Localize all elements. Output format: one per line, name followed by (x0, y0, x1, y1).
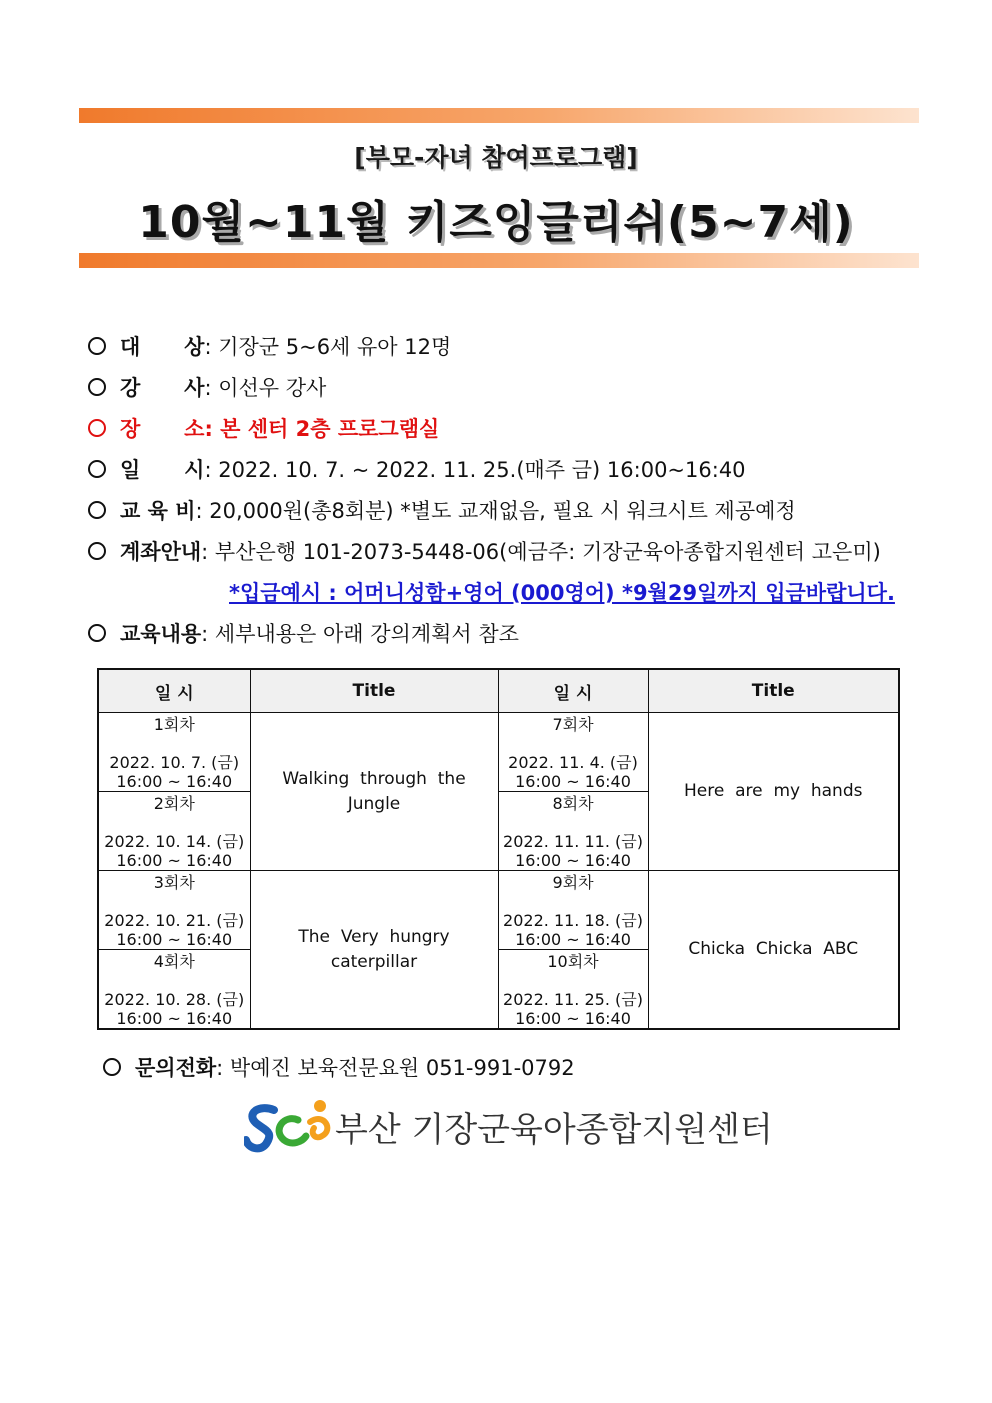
session-date: 2022. 10. 14. (금) (104, 832, 245, 851)
session-number: 9회차 (552, 873, 594, 892)
table-row (98, 713, 899, 792)
title-line: The Very hungry (298, 926, 450, 947)
title-line: Chicka Chicka ABC (688, 939, 859, 959)
session-time: 16:00 ~ 16:40 (116, 930, 233, 949)
header-bar-bottom (79, 253, 919, 268)
session-cell (98, 871, 250, 950)
info-value: : 세부내용은 아래 강의계획서 참조 (201, 622, 519, 646)
info-label: 대 상 (120, 335, 205, 359)
schedule-table (97, 668, 900, 1030)
session-time: 16:00 ~ 16:40 (515, 930, 631, 949)
contact-line (103, 1052, 575, 1082)
session-date: 2022. 10. 21. (금) (104, 911, 245, 930)
info-location (88, 413, 439, 443)
contact-label: 문의전화 (135, 1056, 217, 1080)
header-bar-top (79, 108, 919, 123)
session-time: 16:00 ~ 16:40 (116, 1009, 233, 1028)
session-time: 16:00 ~ 16:40 (515, 851, 631, 870)
deposit-notice: *입금예시 : 어머니성함+영어 (000영어) *9월29일까지 입금바랍니다. (229, 581, 895, 605)
title-cell (250, 871, 498, 1030)
session-number: 2회차 (153, 794, 195, 813)
session-number: 1회차 (153, 715, 195, 734)
column-header: 일 시 (98, 669, 250, 713)
circle-bullet-icon (88, 337, 106, 355)
session-cell (98, 792, 250, 871)
session-number: 10회차 (547, 952, 599, 971)
session-cell (98, 950, 250, 1030)
info-label: 교 육 비 (120, 499, 196, 523)
contact-value: : 박예진 보육전문요원 051-991-0792 (216, 1056, 575, 1080)
circle-bullet-icon (88, 419, 106, 437)
column-header: Title (648, 669, 899, 713)
info-instructor (88, 372, 326, 402)
session-number: 3회차 (153, 873, 195, 892)
circle-bullet-icon (88, 542, 106, 560)
column-header: 일 시 (498, 669, 648, 713)
title-line: Jungle (347, 793, 401, 814)
column-header: Title (250, 669, 498, 713)
circle-bullet-icon (103, 1058, 121, 1076)
circle-bullet-icon (88, 460, 106, 478)
session-number: 7회차 (552, 715, 594, 734)
info-value: : 본 센터 2층 프로그램실 (204, 417, 440, 441)
session-cell (498, 713, 648, 792)
info-label: 계좌안내 (120, 540, 202, 564)
title-line: Here are my hands (684, 781, 863, 801)
title-line: Walking through the (282, 768, 466, 789)
info-label: 일 시 (120, 458, 205, 482)
session-cell (98, 713, 250, 792)
session-time: 16:00 ~ 16:40 (116, 851, 233, 870)
circle-bullet-icon (88, 501, 106, 519)
info-fee (88, 495, 796, 525)
program-subtitle: [부모-자녀 참여프로그램] (354, 143, 638, 172)
session-date: 2022. 11. 25. (금) (503, 990, 643, 1009)
title-cell (648, 871, 899, 1030)
info-value: : 이선우 강사 (204, 376, 327, 400)
info-label: 장 소 (120, 417, 205, 441)
session-time: 16:00 ~ 16:40 (116, 772, 233, 791)
title-cell (250, 713, 498, 871)
session-date: 2022. 10. 28. (금) (104, 990, 245, 1009)
circle-bullet-icon (88, 624, 106, 642)
info-content (88, 618, 519, 648)
info-label: 교육내용 (120, 622, 202, 646)
session-number: 8회차 (552, 794, 594, 813)
session-cell (498, 792, 648, 871)
session-date: 2022. 10. 7. (금) (109, 753, 240, 772)
session-time: 16:00 ~ 16:40 (515, 772, 631, 791)
session-date: 2022. 11. 11. (금) (503, 832, 643, 851)
program-title: 10월~11월 키즈잉글리쉬(5~7세) (138, 197, 854, 248)
session-time: 16:00 ~ 16:40 (515, 1009, 631, 1028)
info-value: : 기장군 5~6세 유아 12명 (204, 335, 452, 359)
info-value: : 20,000원(총8회분) *별도 교재없음, 필요 시 워크시트 제공예정 (195, 499, 796, 523)
info-target (88, 331, 451, 361)
circle-bullet-icon (88, 378, 106, 396)
title-line: caterpillar (330, 951, 418, 972)
info-value: : 부산은행 101-2073-5448-06(예금주: 기장군육아종합지원센터 고은미) (201, 540, 881, 564)
info-label: 강 사 (120, 376, 205, 400)
session-cell (498, 950, 648, 1030)
center-logo-icon (244, 1096, 334, 1156)
session-number: 4회차 (153, 952, 195, 971)
session-cell (498, 871, 648, 950)
session-date: 2022. 11. 18. (금) (503, 911, 643, 930)
info-schedule (88, 454, 746, 484)
session-date: 2022. 11. 4. (금) (508, 753, 638, 772)
table-row (98, 871, 899, 950)
center-name: 부산 기장군육아종합지원센터 (335, 1110, 773, 1150)
info-account (88, 536, 881, 566)
title-cell (648, 713, 899, 871)
info-value: : 2022. 10. 7. ~ 2022. 11. 25.(매주 금) 16:00~16:40 (204, 458, 746, 482)
table-header-row (98, 669, 899, 713)
